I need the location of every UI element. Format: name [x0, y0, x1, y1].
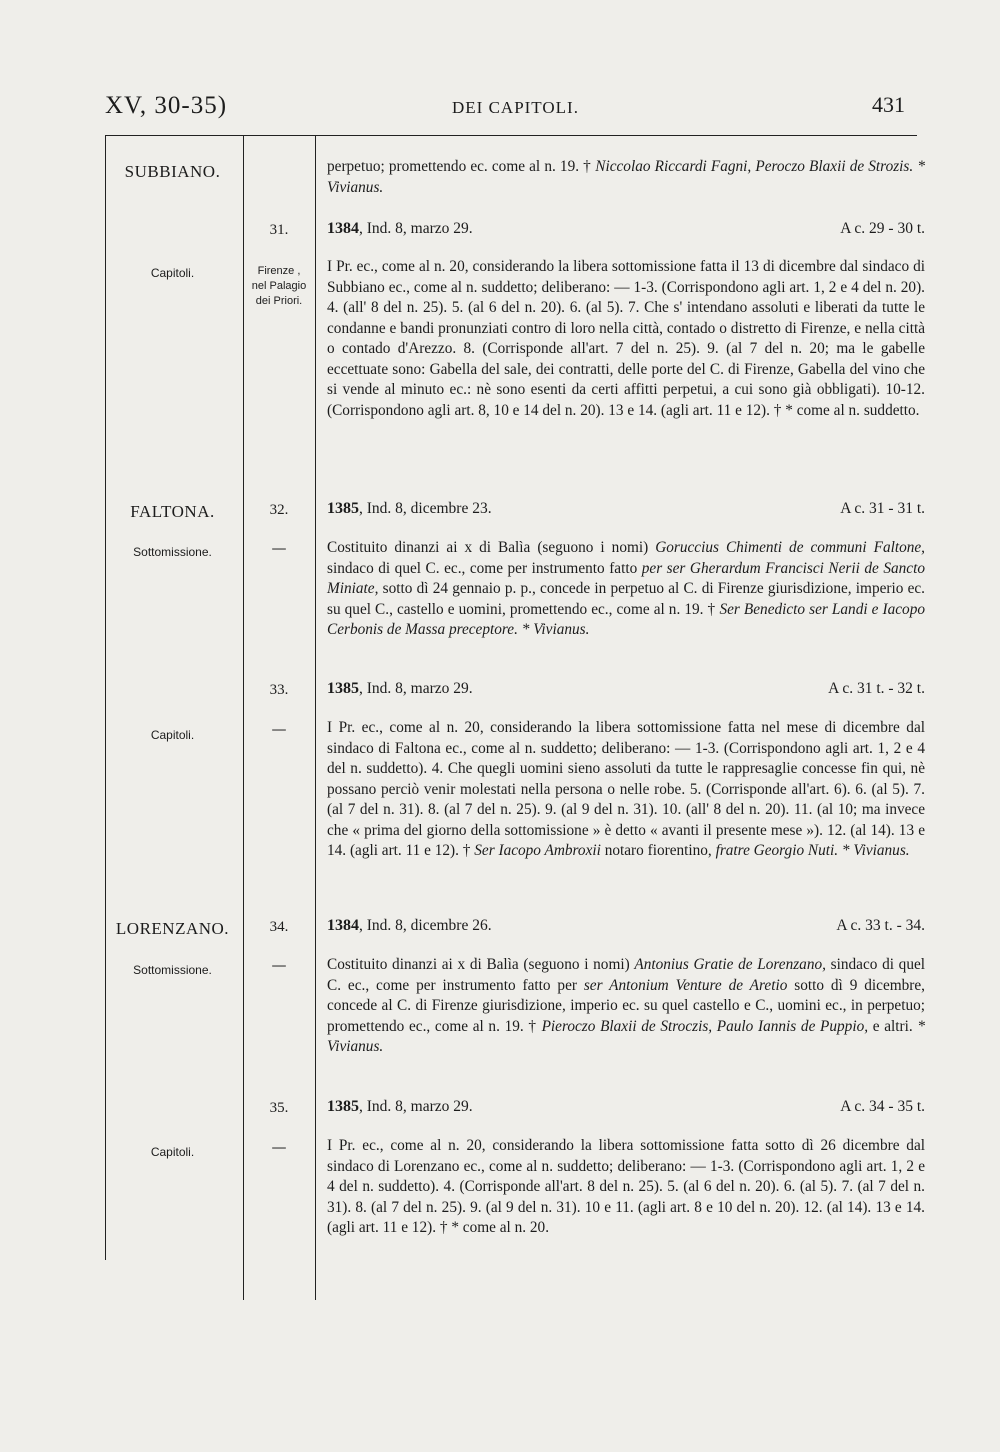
category-label: Capitoli.: [150, 266, 195, 280]
archive-reference: A c. 33 t. - 34.: [836, 917, 925, 934]
entry-text: I Pr. ec., come al n. 20, considerando la libera sottomissione fatta nel mese di dicembre dal sindaco di Faltona ec., come al n. suddetto; deliberano: — 1-3. (Corrispondono agli art. 1, 2 e 4 del n. suddetto). 4. Che quegli uomini sieno assoluti da tutte le rappresaglie concesse fin qui, nè possano perciò venir molestati nella persona o nelle robe. 5. (Corrisponde all'art. 6). 6. (al 5). 7. (al 7 del n. 31). 8. (al 7 del n. 25). 9. (al 9 del n. 31). 10. (all' 8 del n. 20). 11. (al 10; ma invece che « prima del giorno della sottomissione » è detto « avanti il presente mese »). 12. (al 14). 13 e 14. (agli art. 11 e 12). † Ser Iacopo Ambroxii notaro fiorentino, fratre Georgio Nuti. * Vivianus.: [327, 719, 925, 859]
category-label: Sottomissione.: [133, 545, 212, 559]
header-rule: [105, 135, 917, 136]
entry-number: 35.: [269, 1100, 289, 1116]
entry-text: I Pr. ec., come al n. 20, considerando la libera sottomissione fatta sotto dì 26 dicembre dal sindaco di Lorenzano ec., come al n. suddetto; deliberano: — 1-3. (Corrispondono agli art. 1, 2 e 4 del n. suddetto). 4. (Corrisponde all'art. 8 del n. 25). 5. (al 6 del n. 20). 6. (al 5). 7. (al 7 del n. 31). 8. (al 7 del n. 25). 9. (al 9 del n. 31). 10 e 11. (agli art. 8 e 10 del n. 20). 12. (al 14). 13 e 14. (agli art. 11 e 12). † * come al n. 20.: [327, 1137, 925, 1236]
entry-heading: 1384, Ind. 8, marzo 29. A c. 29 - 30 t.: [327, 220, 925, 237]
entry-year: 1385: [327, 1098, 359, 1115]
entry-number: 33.: [269, 682, 289, 698]
column-rule-right: [315, 135, 316, 1300]
category-label: Capitoli.: [150, 1145, 195, 1159]
entry-heading: 1385, Ind. 8, marzo 29. A c. 34 - 35 t.: [327, 1098, 925, 1115]
entry-number: 34.: [269, 919, 289, 935]
entry-number: 32.: [269, 502, 289, 518]
entry-year: 1385: [327, 500, 359, 517]
place-dash: —: [271, 1138, 287, 1156]
entry-text: Costituito dinanzi ai x di Balìa (seguono i nomi) Antonius Gratie de Lorenzano, sindaco di quel C. ec., come per instrumento fatto per ser Antonium Venture de Aretio sotto dì 9 dicembre, concede al C. di Firenze giurisdizione, imperio ec. su quel castello e C., uomini ec., in perpetuo; promettendo ec., come al n. 19. † Pieroczo Blaxii de Stroczis, Paulo Iannis de Puppio, e altri. * Vivianus.: [327, 956, 926, 1055]
entry-heading: 1385, Ind. 8, marzo 29. A c. 31 t. - 32 t.: [327, 680, 925, 697]
entry-number: 31.: [269, 222, 289, 238]
continuation-text: perpetuo; promettendo ec. come al n. 19. † Niccolao Riccardi Fagni, Peroczo Blaxii de Strozis. * Vivianus.: [327, 158, 925, 196]
entry-text: Costituito dinanzi ai x di Balìa (seguono i nomi) Goruccius Chimenti de communi Faltone, sindaco di quel C. ec., come per instrumento fatto per ser Gherardum Francisci Nerii de Sancto Miniate, sotto dì 24 gennaio p. p., concede in perpetuo al C. di Firenze giurisdizione, imperio ec. su quel C., castello e uomini, promettendo ec., come al n. 19. † Ser Benedicto ser Landi e Iacopo Cerbonis de Massa preceptore. * Vivianus.: [327, 539, 925, 638]
column-rule-middle: [243, 135, 244, 1300]
archive-reference: A c. 31 t. - 32 t.: [828, 680, 925, 697]
archive-reference: A c. 34 - 35 t.: [840, 1098, 925, 1115]
category-label: Capitoli.: [150, 728, 195, 742]
entry-year: 1384: [327, 220, 359, 237]
archive-reference: A c. 31 - 31 t.: [840, 500, 925, 517]
archive-reference: A c. 29 - 30 t.: [840, 220, 925, 237]
entry-heading: 1384, Ind. 8, dicembre 26. A c. 33 t. - 34.: [327, 917, 925, 934]
page-number: 431: [872, 92, 905, 117]
place-dash: —: [271, 956, 287, 974]
entry-year: 1384: [327, 917, 359, 934]
entry-heading: 1385, Ind. 8, dicembre 23. A c. 31 - 31 t.: [327, 500, 925, 517]
place-label: Firenze , nel Palagio dei Priori.: [251, 265, 307, 307]
entry-text: I Pr. ec., come al n. 20, considerando la libera sottomissione fatta il 13 di dicembre dal sindaco di Subbiano ec., come al n. suddetto; deliberano: — 1-3. (Corrispondono agli art. 1, 2 e 4 del n. 20). 4. (all' 8 del n. 25). 5. (al 6 del n. 20). 6. (al 5). 7. Che s' intendano assoluti e liberati da tutte le condanne e bandi pronunziati contro di loro nella città, contado o distretto di Firenze, e nella città o contado d'Arezzo. 8. (Corrisponde all'art. 7 del n. 25). 9. (al 7 del n. 20; ma le gabelle eccettuate sono: Gabella del sale, dei contratti, delle porte del C. di Firenze, Gabella del vino che si vende al minuto ec.: nè sono esenti da certi affitti perpetui, a cui sono già obbligati). 10-12. (Corrispondono agli art. 8, 10 e 14 del n. 20). 13 e 14. (agli art. 11 e 12). † * come al n. suddetto.: [327, 258, 925, 419]
place-dash: —: [271, 720, 287, 738]
place-dash: —: [271, 539, 287, 557]
running-head-left: XV, 30-35): [105, 92, 228, 119]
location-faltona: FALTONA.: [130, 502, 215, 521]
column-rule-left: [105, 135, 106, 1260]
entry-year: 1385: [327, 680, 359, 697]
running-head-title: DEI CAPITOLI.: [452, 98, 579, 117]
location-subbiano: SUBBIANO.: [124, 162, 221, 181]
location-lorenzano: LORENZANO.: [115, 919, 230, 938]
category-label: Sottomissione.: [133, 963, 212, 977]
